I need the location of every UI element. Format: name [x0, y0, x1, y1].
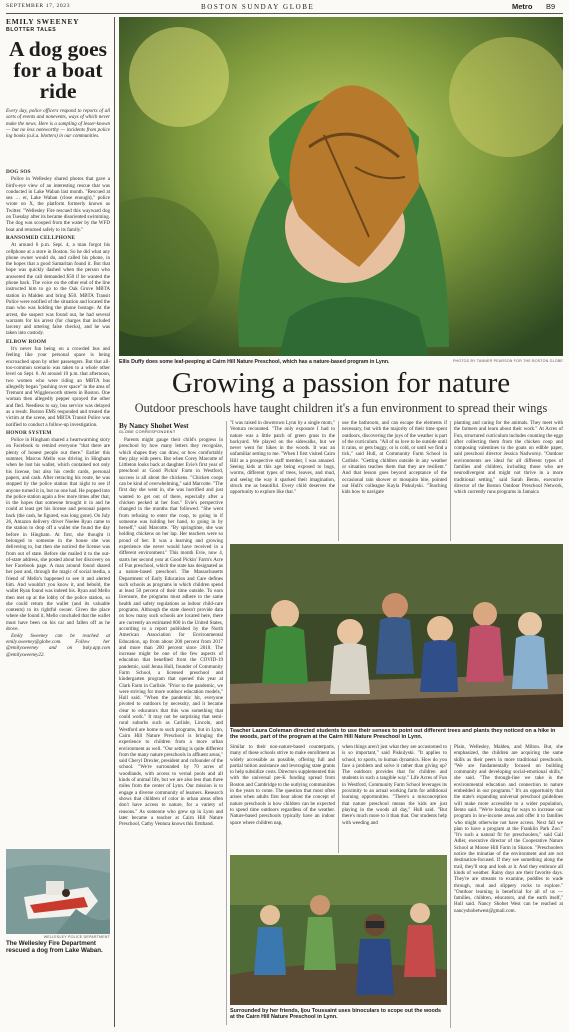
binoculars-photo-graphic	[230, 855, 447, 1005]
blotter-section-body: Police in Hingham shared a heartwarming story on Facebook to remind everyone "that there are plenty of honest people out there." Earlier this summer, Marcus Mello was driving in Hingham when he lost his wallet, which contained not only his license, but also his credit cards, personal papers, and cash. After retracing his route, he was stopped by the police station that night to see if anyone turned it in, but no one had. He popped into the police station again a few more times after that, in the hopes that someone brought it in and he could at least get his license and personal papers back (the cash, he figured, was long gone). On July 26, Amazon delivery driver Noelee Ryan came to the station to drop off a wallet she found the day before in Hingham. At first, she thought it belonged to someone in the house she was delivering to, but then she noticed the license was from out of state. Before she mailed it to the out-of-state address, she posted about her discovery on her Facebook page. A man around found shared her post and, through the magic of social media, a friend of Mello's happened to see it and alerted him. And wouldn't you know it, and behold, the wallet Ryan found was indeed his. Ryan and Mello then met up at the lobby of the police station, so she could return the wallet (and its valuable contents) to its rightful owner. Given the place where she found it, Mello concluded that the wallet must have been on his car and fallen off as he drove.	[6, 437, 110, 633]
blotter-section-head: ELBOW ROOM	[6, 338, 47, 345]
columnist-name: EMILY SWEENEY	[6, 17, 80, 26]
blotter-intro: Every day, police officers respond to reports of all sorts of events and nonevents, ways of which never make the news. Here is a sampling of lesser-known — but no less noteworthy — incidents from police log books (a.k.a. blotters) in our communities.	[6, 108, 110, 140]
binoculars-photo	[230, 855, 447, 1005]
article-col2b-text: Similar to their non-nature-based counterparts, many of these schools strive to make enrollment as widely accessible as possible, offering full and partial tuition assistance and leveraging state grants to help subsidize costs. Directors supplemented this with the universal pre-K funding spread from Boston and Cambridge to the outlying communities in the years to come. The question that most often arises when adults first hear about the concept of nature preschools is how children can be expected to spend time outdoors regardless of the weather. Nature-based preschools typically have an indoor space where children nap,	[230, 744, 335, 826]
masthead-date: SEPTEMBER 17, 2023	[6, 3, 71, 9]
blotter-kicker: BLOTTER TALES	[6, 27, 57, 33]
blotter-sections	[6, 167, 110, 917]
article-col2-text: "I was raised in downtown Lynn by a single mom," Ventura recounted. "The only exposure I had to nature was a little patch of green grass in the backyard. We played on the sidewalks, but we never went for hikes in the woods. It was an unfamiliar setting to me. "When I first visited Cairn Hill as a prospective staff member, I was amazed. Seeing kids at this age being exposed to bugs, worms, different types of trees, leaves, and mud, and seeing the way it sparked their imagination, struck me as beautiful. Every child deserves the opportunity to explore like that."	[230, 420, 335, 496]
main-headline: Growing a passion for nature	[171, 367, 511, 399]
mid-photo-caption: Teacher Laura Coleman directed students to use their senses to point out different trees and plants they noticed on a hike in the woods, part of the program at the Cairn Hill Nature Preschool in Lynn.	[230, 728, 556, 741]
article-byline: By Nancy Shohet West	[119, 422, 189, 430]
hike-group-photo	[230, 544, 563, 727]
sidebar-divider	[114, 17, 115, 1027]
masthead-page: B9	[546, 2, 556, 11]
dog-rescue-photo	[6, 849, 110, 934]
blotter-section-body: Police in Wellesley shared photos that gave a bird's-eye view of an interesting rescue that was conducted in Lake Waban last month. "Rescued at sea … er, Lake Waban (close enough)," police wrote on X, the platform formerly known as Twitter. "Wellesley Fire rescued this wayward dog on Tuesday after its became disoriented swimming. The dog was scooped from the water by the WFD boat and returned safely to its family."	[6, 176, 110, 233]
article-col1-text: Parents might gauge their child's progress in preschool by how many letters they recognize, which shapes they can draw, or how comfortably they play with peers. But when Corey Marcotte of Littleton looks back at daughter Evie's first year of preschool at Good Pickin' Farm in Westford, success is all about the chickens. "Chicken coops can be kind of overwhelming," said Marcotte. "The first day she went in, she was horrified and just wanted to get out of there, especially after a chicken pecked at her foot." Evie's perspective changed in the months that followed. "She went from refusing to enter the coop, to going in if someone was holding her hand, to going in by herself," said Marcotte. "By springtime, she was holding chickens on her lap. Her teachers were so proud of her. It was a learning and growing experience she never would have received in a different environment." This month Evie, now 4, starts her second year at Good Pickin' Farm's Acre of Fun preschool, which the state has designated as a nature-based preschool. The Massachusetts Department of Early Education and Care defines such schools as programs in which children spend at least 50 percent of their time outside. To earn licensure, the programs must adhere to the same health and safety regulations as indoor child-care programs. Although the state doesn't provide data on how many such schools are located here, there are currently an estimated 800 in the United States, according to a report published by the North American Association for Environmental Education, up from about 200 percent from 2017 and more than 200 percent since 2010. The increase might be one of the few aspects of education that benefited from the COVID-19 pandemic, said Jenna Hull, founder of Community Farm School, a licensed preschool and kindergarten program that opened this year at Clark Farm in Carlisle. "Prior to the pandemic, we were striving for more outdoor education models," Hull said. "When the pandemic hit, everyone pivoted to outdoors by necessity, and it became clear to educators that this was something that could work." It may not be surprising that semi-rural suburbs such as Carlisle, Lincoln, and Westford are home to such programs, but in Lynn, Cairn Hill Nature Preschool is bringing the experience to children from a more urban environment as well. "Our setting is quite different from the many nature preschools in affluent areas," said Cheryl Drexler, president and cofounder of the school. "We're surrounded by 70 acres of woodlands, with access to vernal pools and all kinds of animal life, but we are also less than three miles from the center of Lynn. Our mission is to engage a diverse community of learners. Research shows that children of color in urban areas often don't have access to nature, for a variety of reasons." As someone who grew up in Lynn and later became a teacher at Cairn Hill Nature Preschool, Cathy Ventura knows this firsthand.	[119, 437, 223, 828]
article-col3b-text: when things aren't just what they are accustomed to is so important," said Piskulyski. "It applies to school, to sports, to human dynamics. How do you face a problem and solve it rather than giving up? The outdoors provides that for children and students in such a tangible way." Life Acres of Fun in Westford, Community Farm School leverages its proximity to an actual working farm for additional learning opportunities. "There's a misconception that nature preschool means the kids are just playing in the woods all day," Hull said. "But there's much more to it than that. Our students help with weeding and	[342, 744, 447, 826]
boat-photo-graphic	[6, 849, 110, 934]
article-column-1	[119, 420, 223, 1024]
bottom-photo-caption: Surrounded by her friends, Ijou Toussaint uses binoculars to scope out the woods at the Cairn Hill Nature Preschool in Lynn.	[230, 1008, 442, 1021]
blotter-section-head: RANSOMED CELLPHONE	[6, 234, 76, 241]
main-deck: Outdoor preschools have taught children it's a fun environment to spread their wings	[134, 401, 548, 415]
masthead	[6, 0, 563, 14]
article-col3-text: use the bathroom, and can escape the elements if necessary, but with the majority of their time spent outdoors, discovering the joys of the weather is part of the curriculum. "All of us love to be outside until it rains, or gets buggy, or is cold, or until we find a tick," said Hull, at Community Farm School in Carlisle. "Getting children outside in any weather or situation teaches them that they are resilient." And that lesson goes beyond acceptance of the occasional rain shower or mosquito bite, pointed out Hull's colleague Kayla Piskulyski. "Teaching kids how to navigate	[342, 420, 447, 496]
blotter-headline: A dog goes for a boat ride	[9, 37, 107, 103]
masthead-rule	[6, 13, 563, 14]
article-col4b-text: Plain, Wellesley, Malden, and Milton. But, she emphasized, the children are acquiring the same skills as their peers in more traditional preschools. "We are fundamentally focused on building community and developing social-emotional skills," she said. "The through-line we take is the environmental education and connection to nature embedded in our programs." It's an opportunity that the state's expanding universal preschool guidelines will make more accessible to a wider population, Bento said. "We're looking for ways to increase our program in low-income areas and offer it to families who might otherwise not have access. Next fall we plan to have a program at the Franklin Park Zoo." "It's such a natural fit for preschoolers," said Gail Adler, executive director of the Cooperative Nature School at Moose Hill Farm in Sharon. "Preschoolers notice the minutiae of the environment and are not destination-focused. If they see something along the trail, they'll stop and look at it. And they embrace all kinds of weather. Rainy days are their favorite days. They're are streams to examine, puddles to wade through, mud and slippery rocks to explore." "Outdoor learning is beneficial for all of us — families, children, educators, and the earth itself," Hull said. Nancy Shohet West can be reached at nancyshohetwest@gmail.com.	[454, 744, 563, 914]
article-byline-sub: GLOBE CORRESPONDENT	[119, 430, 176, 434]
masthead-section: Metro	[512, 2, 533, 11]
article-col4-text: planting and caring for the animals. They meet with the farmers and learn about their work." At Acres of Fun, structured curriculum includes counting the eggs after collecting them from the chicken coop and composing valentines to the goats on edible paper, said preschool director Jessica Nadworny. "Outdoor environments are ideal for all different types of families and children, including those who are neurodivergent and might not thrive in a more traditional setting," said Sarah Bento, executive director of the Boston Outdoor Preschool Network, which currently runs programs in Jamaica	[454, 420, 563, 496]
masthead-paper: BOSTON SUNDAY GLOBE	[201, 2, 315, 11]
leaf-peeping-photo	[119, 17, 563, 356]
blotter-section-head: DOG SOS	[6, 169, 31, 175]
blotter-section-body: Emily Sweeney can be reached at emily.sweeney@globe.com. Follow her @emilysweeney and on bsky.app.com @emilysweeney22.	[6, 632, 110, 658]
blotter-section-head: HONOR SYSTEM	[6, 429, 52, 436]
blotter-sidebar	[6, 17, 110, 1028]
blotter-section-body: It's never fun being on a crowded bus and feeling like your personal space is being encroached upon by other passengers. But that all-too-common scenario was taken to a whole other level on Sept. 6. At around 10 p.m. that afternoon, two women who were riding an MBTA bus allegedly began "pushing over space" in the area of Tremont and Wigglesworth streets in Boston. One woman then allegedly pepper sprayed the other and fled. Needless to say, bus service was delayed as a result. Boston EMS responded and treated the victim at the scene, and MBTA Transit Police was notified to conduct a follow-up investigation.	[6, 346, 110, 428]
leaf-photo-graphic	[119, 17, 563, 356]
dog-photo-credit: WELLESLEY POLICE DEPARTMENT	[43, 935, 110, 939]
top-photo-credit: PHOTOS BY TANNER PEARSON FOR THE BOSTON GLOBE	[452, 359, 563, 363]
blotter-section-body: At around 6 p.m. Sept. 4, a man forgot his cellphone at a store in Boston. So he did what any phone owner would do, and called his phone, in the hopes that a good Samaritan found it. But that hope was quickly dashed when the person who answered the call demanded $50 if he wanted the phone back. The voice on the other end of the line instructed him to go to the Oak Grove MBTA station in Malden and bring $50. MBTA Transit Police were notified of the situation and located the man who was holding the phone hostage. At the arrest, the suspect was found out, he had several warrants for his arrest (for charges that included larceny and uttering false checks), and he was taken into custody.	[6, 242, 110, 337]
group-photo-graphic	[230, 544, 563, 727]
top-photo-caption: Ellis Duffy does some leaf-peeping at Cairn Hill Nature Preschool, which has a nature-based program in Lynn.	[119, 359, 390, 365]
dog-photo-caption: The Wellesley Fire Department rescued a dog from Lake Waban.	[6, 940, 103, 954]
